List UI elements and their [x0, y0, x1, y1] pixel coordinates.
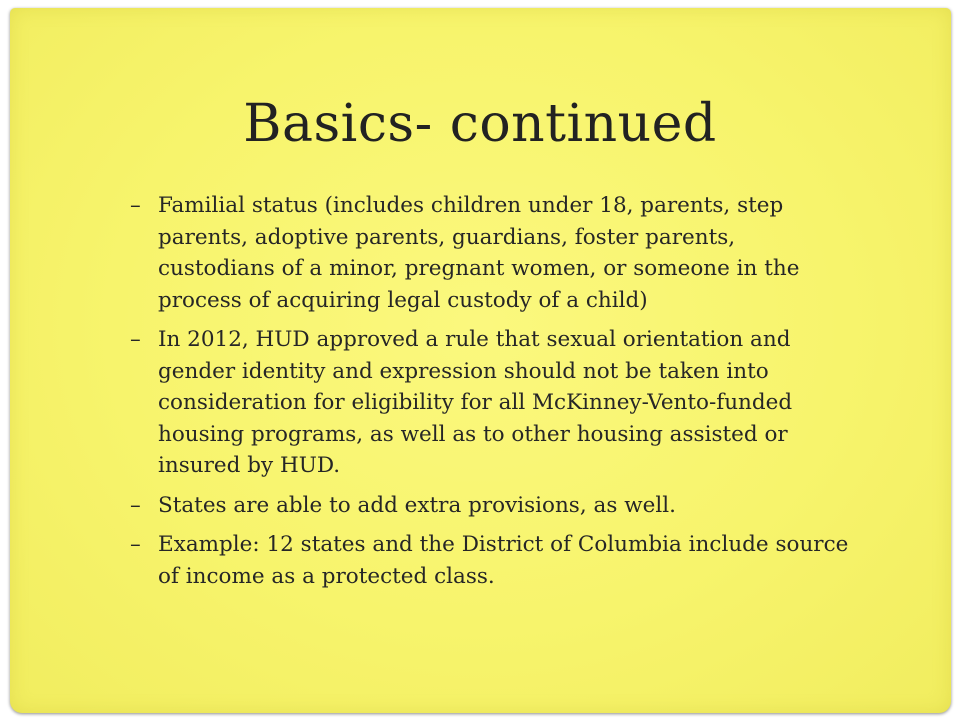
bullet-dash: – — [130, 532, 141, 557]
slide-title: Basics- continued — [243, 94, 717, 154]
bullet-text: In 2012, HUD approved a rule that sexual orientation and gender identity and expression should not be taken into consideration for eligibility for all McKinney-Vento-funded housing programs, as well as to other housing assisted or insured by HUD. — [158, 327, 793, 478]
bullet-item — [130, 529, 850, 592]
bullet-item — [130, 324, 850, 482]
bullet-text: Familial status (includes children under 18, parents, step parents, adoptive parents, guardians, foster parents, custodians of a minor, pregnant women, or someone in the process of acquiring legal custody of a child) — [158, 193, 800, 313]
bullet-text: Example: 12 states and the District of Columbia include source of income as a protected class. — [158, 532, 849, 589]
bullet-list — [130, 190, 850, 600]
bullet-item — [130, 490, 850, 522]
bullet-dash: – — [130, 193, 141, 218]
bullet-item — [130, 190, 850, 316]
bullet-dash: – — [130, 492, 141, 518]
bullet-text: States are able to add extra provisions, as well. — [158, 492, 676, 518]
bullet-dash: – — [130, 327, 141, 352]
